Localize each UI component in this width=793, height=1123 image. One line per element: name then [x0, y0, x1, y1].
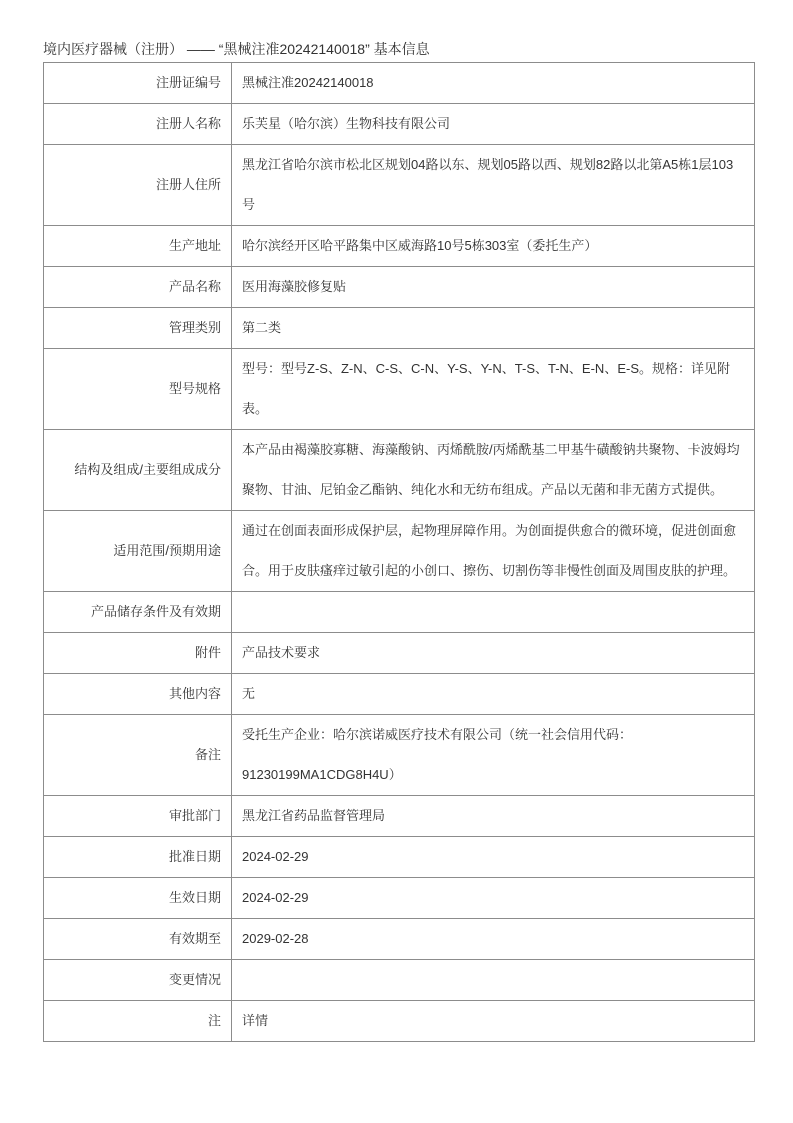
row-value: 医用海藻胶修复贴: [242, 279, 347, 294]
row-label: 附件: [44, 633, 232, 673]
row-value: 2024-02-29: [242, 890, 309, 905]
table-row-model-spec: [44, 349, 754, 430]
row-value: 本产品由褐藻胶寡糖、海藻酸钠、丙烯酰胺/丙烯酰基二甲基牛磺酸钠共聚物、卡波姆均聚物、甘油、尼铂金乙酯钠、纯化水和无纺布组成。产品以无菌和非无菌方式提供。: [242, 442, 740, 497]
row-label: 注册证编号: [44, 63, 232, 103]
row-label: 审批部门: [44, 796, 232, 836]
table-row-intended-use: [44, 511, 754, 592]
row-value: 黑龙江省哈尔滨市松北区规划04路以东、规划05路以西、规划82路以北第A5栋1层103号: [242, 157, 734, 212]
row-value: 通过在创面表面形成保护层，起物理屏障作用。为创面提供愈合的微环境，促进创面愈合。用于皮肤瘙痒过敏引起的小创口、擦伤、切割伤等非慢性创面及周围皮肤的护理。: [242, 523, 737, 578]
row-label: 生产地址: [44, 226, 232, 266]
table-row-registrant-address: [44, 145, 754, 226]
table-row-registration-number: [44, 63, 754, 104]
row-value: 型号：型号Z-S、Z-N、C-S、C-N、Y-S、Y-N、T-S、T-N、E-N、E-S。规格：详见附表。: [242, 361, 730, 416]
table-row-approval-department: [44, 796, 754, 837]
table-row-approval-date: [44, 837, 754, 878]
row-value: 第二类: [242, 320, 282, 335]
table-row-effective-date: [44, 878, 754, 919]
table-row-expiry-date: [44, 919, 754, 960]
row-label: 适用范围/预期用途: [44, 511, 232, 591]
table-row-production-address: [44, 226, 754, 267]
row-value: 2024-02-29: [242, 849, 309, 864]
row-value: 详情: [242, 1013, 269, 1028]
table-row-remarks: [44, 715, 754, 796]
row-label: 产品储存条件及有效期: [44, 592, 232, 632]
row-value: 受托生产企业：哈尔滨诺威医疗技术有限公司（统一社会信用代码：91230199MA1CDG8H4U）: [242, 727, 633, 782]
row-label: 产品名称: [44, 267, 232, 307]
row-label: 变更情况: [44, 960, 232, 1000]
table-row-attachment: [44, 633, 754, 674]
table-row-product-name: [44, 267, 754, 308]
table-row-storage-validity: [44, 592, 754, 633]
row-value: 哈尔滨经开区哈平路集中区威海路10号5栋303室（委托生产）: [242, 238, 598, 253]
row-label: 注册人名称: [44, 104, 232, 144]
row-label: 型号规格: [44, 349, 232, 429]
table-row-registrant-name: [44, 104, 754, 145]
row-label: 生效日期: [44, 878, 232, 918]
row-label: 管理类别: [44, 308, 232, 348]
row-value: 黑械注准20242140018: [242, 75, 374, 90]
table-row-composition: [44, 430, 754, 511]
table-row-other-content: [44, 674, 754, 715]
row-label: 注册人住所: [44, 145, 232, 225]
row-label: 备注: [44, 715, 232, 795]
page-title: 境内医疗器械（注册） —— “黑械注准20242140018” 基本信息: [43, 41, 430, 57]
table-row-note: [44, 1001, 754, 1042]
row-value: 2029-02-28: [242, 931, 309, 946]
row-value: [232, 592, 754, 632]
document-page: [43, 40, 755, 1042]
row-value: 黑龙江省药品监督管理局: [242, 808, 386, 823]
row-label: 有效期至: [44, 919, 232, 959]
registration-info-table: [43, 62, 755, 1042]
row-value: [232, 960, 754, 1000]
row-label: 其他内容: [44, 674, 232, 714]
row-label: 结构及组成/主要组成成分: [44, 430, 232, 510]
row-value: 产品技术要求: [242, 645, 321, 660]
row-value: 乐芙星（哈尔滨）生物科技有限公司: [242, 116, 451, 131]
table-row-change-status: [44, 960, 754, 1001]
table-row-management-class: [44, 308, 754, 349]
row-label: 批准日期: [44, 837, 232, 877]
row-label: 注: [44, 1001, 232, 1041]
row-value: 无: [242, 686, 256, 701]
